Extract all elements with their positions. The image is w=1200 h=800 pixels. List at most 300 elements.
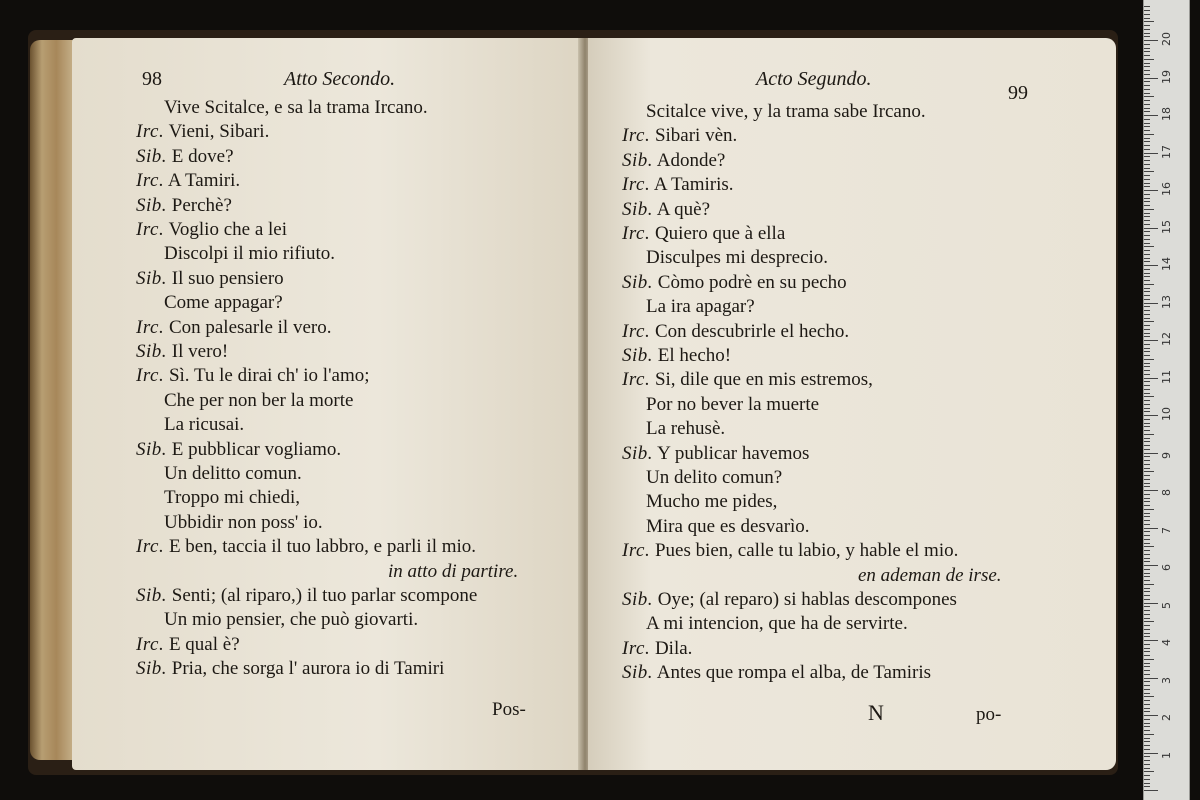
verse-text: La ricusai. bbox=[164, 414, 245, 436]
verse-text: Troppo mi chiedi, bbox=[164, 487, 300, 509]
ruler-tick bbox=[1144, 569, 1150, 570]
ruler-tick bbox=[1144, 254, 1150, 255]
ruler-number: 3 bbox=[1160, 676, 1173, 684]
ruler-tick bbox=[1144, 213, 1150, 214]
ruler-tick bbox=[1144, 490, 1158, 491]
verse-text: Antes que rompa el alba, de Tamiris bbox=[656, 662, 932, 684]
ruler-tick bbox=[1144, 756, 1150, 757]
ruler-tick bbox=[1144, 723, 1150, 724]
speaker-label: Sib. bbox=[136, 658, 168, 680]
text-line bbox=[646, 515, 810, 539]
ruler-tick bbox=[1144, 644, 1150, 645]
text-line bbox=[646, 490, 777, 514]
ruler-tick bbox=[1144, 273, 1150, 274]
text-line bbox=[136, 364, 370, 388]
ruler-tick bbox=[1144, 363, 1150, 364]
ruler-tick bbox=[1144, 374, 1150, 375]
verse-text: Si, dile que en mis estremos, bbox=[654, 369, 873, 391]
ruler-tick bbox=[1144, 25, 1150, 26]
ruler-tick bbox=[1144, 288, 1150, 289]
ruler-tick bbox=[1144, 378, 1158, 379]
ruler-tick bbox=[1144, 445, 1150, 446]
ruler-tick bbox=[1144, 648, 1150, 649]
ruler-tick bbox=[1144, 400, 1150, 401]
text-line bbox=[164, 389, 353, 413]
ruler-tick bbox=[1144, 486, 1150, 487]
ruler-tick bbox=[1144, 51, 1150, 52]
ruler-tick bbox=[1144, 269, 1150, 270]
left-page-number: 98 bbox=[142, 68, 162, 90]
ruler-tick bbox=[1144, 190, 1158, 191]
verse-text: Còmo podrè en su pecho bbox=[657, 271, 847, 293]
verse-text: Y publicar havemos bbox=[657, 442, 810, 464]
text-line bbox=[622, 271, 847, 295]
ruler-tick bbox=[1144, 528, 1158, 529]
ruler-number: 12 bbox=[1160, 332, 1173, 346]
text-line bbox=[136, 340, 228, 364]
speaker-label: Sib. bbox=[136, 267, 168, 289]
speaker-label: Irc. bbox=[622, 223, 651, 244]
ruler-tick bbox=[1144, 160, 1150, 161]
ruler-tick bbox=[1144, 771, 1154, 772]
verse-text: Un delito comun? bbox=[646, 467, 783, 488]
text-line bbox=[622, 588, 957, 612]
verse-text: Con palesarle il vero. bbox=[168, 316, 332, 338]
ruler-tick bbox=[1144, 89, 1150, 90]
verse-text: E ben, taccia il tuo labbro, e parli il mio. bbox=[168, 536, 477, 558]
ruler-tick bbox=[1144, 456, 1150, 457]
ruler-tick bbox=[1144, 280, 1150, 281]
verse-text: Un mio pensier, che può giovarti. bbox=[164, 609, 419, 631]
ruler-tick bbox=[1144, 558, 1150, 559]
text-line bbox=[622, 368, 873, 392]
ruler-tick bbox=[1144, 186, 1150, 187]
ruler-tick bbox=[1144, 606, 1150, 607]
page-edges bbox=[30, 40, 78, 760]
ruler-tick bbox=[1144, 393, 1150, 394]
ruler-number: 5 bbox=[1160, 601, 1173, 609]
ruler-tick bbox=[1144, 625, 1150, 626]
speaker-label: Sib. bbox=[136, 438, 168, 460]
ruler-tick bbox=[1144, 764, 1150, 765]
ruler-tick bbox=[1144, 655, 1150, 656]
ruler-tick bbox=[1144, 685, 1150, 686]
ruler-tick bbox=[1144, 164, 1150, 165]
ruler-tick bbox=[1144, 539, 1150, 540]
text-line bbox=[646, 417, 725, 441]
ruler-tick bbox=[1144, 85, 1150, 86]
ruler-tick bbox=[1144, 171, 1154, 172]
ruler-tick bbox=[1144, 666, 1150, 667]
ruler-tick bbox=[1144, 100, 1150, 101]
text-line bbox=[136, 657, 444, 681]
ruler-tick bbox=[1144, 179, 1150, 180]
ruler-tick bbox=[1144, 318, 1150, 319]
verse-text: La ira apagar? bbox=[646, 296, 755, 318]
ruler-tick bbox=[1144, 138, 1150, 139]
ruler-tick bbox=[1144, 351, 1150, 352]
ruler-tick bbox=[1144, 423, 1150, 424]
ruler-tick bbox=[1144, 535, 1150, 536]
ruler-tick bbox=[1144, 408, 1150, 409]
ruler-tick bbox=[1144, 708, 1150, 709]
ruler-number: 4 bbox=[1160, 639, 1173, 646]
ruler-tick bbox=[1144, 175, 1150, 176]
verse-text: Come appagar? bbox=[164, 292, 283, 314]
right-page bbox=[588, 38, 1116, 770]
ruler-tick bbox=[1144, 449, 1150, 450]
ruler-tick bbox=[1144, 479, 1150, 480]
ruler-tick bbox=[1144, 74, 1150, 75]
ruler-tick bbox=[1144, 584, 1154, 585]
ruler-tick bbox=[1144, 674, 1150, 675]
ruler-tick bbox=[1144, 205, 1150, 206]
ruler-tick bbox=[1144, 561, 1150, 562]
text-line bbox=[136, 145, 234, 169]
ruler-tick bbox=[1144, 216, 1150, 217]
speaker-label: Sib. bbox=[136, 341, 168, 362]
text-line bbox=[622, 198, 710, 222]
ruler-tick bbox=[1144, 618, 1150, 619]
verse-text: Ubbidir non poss' io. bbox=[164, 511, 323, 533]
left-page bbox=[72, 38, 582, 770]
verse-text: Vieni, Sibari. bbox=[168, 121, 270, 143]
ruler-tick bbox=[1144, 775, 1150, 776]
text-line bbox=[622, 442, 809, 466]
verse-text: A Tamiri. bbox=[167, 170, 241, 192]
verse-text: A Tamiris. bbox=[653, 174, 734, 196]
verse-text: Dila. bbox=[654, 637, 693, 659]
ruler-tick bbox=[1144, 719, 1150, 720]
verse-text: Discolpi il mio rifiuto. bbox=[164, 243, 335, 265]
ruler-tick bbox=[1144, 93, 1150, 94]
verse-text: Vive Scitalce, e sa la trama Ircano. bbox=[164, 97, 428, 118]
ruler-tick bbox=[1144, 6, 1150, 7]
ruler-tick bbox=[1144, 70, 1150, 71]
ruler-tick bbox=[1144, 543, 1150, 544]
text-line bbox=[164, 291, 283, 315]
ruler-tick bbox=[1144, 10, 1150, 11]
ruler-tick bbox=[1144, 310, 1150, 311]
ruler-tick bbox=[1144, 261, 1150, 262]
ruler-tick bbox=[1144, 336, 1150, 337]
ruler-tick bbox=[1144, 359, 1154, 360]
ruler-tick bbox=[1144, 246, 1154, 247]
ruler-tick bbox=[1144, 78, 1158, 79]
ruler-number: 7 bbox=[1160, 526, 1173, 534]
speaker-label: Irc. bbox=[622, 174, 651, 196]
measuring-ruler bbox=[1143, 0, 1190, 800]
ruler-tick bbox=[1144, 21, 1154, 22]
stage-direction: en ademan de irse. bbox=[858, 564, 1002, 586]
ruler-tick bbox=[1144, 681, 1150, 682]
ruler-tick bbox=[1144, 258, 1150, 259]
ruler-tick bbox=[1144, 33, 1150, 34]
verse-text: E qual è? bbox=[168, 633, 240, 655]
ruler-tick bbox=[1144, 786, 1150, 787]
ruler-tick bbox=[1144, 355, 1150, 356]
ruler-tick bbox=[1144, 126, 1150, 127]
speaker-label: Irc. bbox=[136, 365, 165, 387]
ruler-tick bbox=[1144, 621, 1154, 622]
ruler-tick bbox=[1144, 516, 1150, 517]
stage-direction: in atto di partire. bbox=[388, 560, 519, 582]
ruler-tick bbox=[1144, 250, 1150, 251]
ruler-tick bbox=[1144, 366, 1150, 367]
right-running-head: Acto Segundo. bbox=[756, 68, 872, 90]
ruler-tick bbox=[1144, 734, 1154, 735]
ruler-tick bbox=[1144, 576, 1150, 577]
text-line bbox=[622, 539, 958, 563]
ruler-tick bbox=[1144, 55, 1150, 56]
ruler-tick bbox=[1144, 220, 1150, 221]
speaker-label: Sib. bbox=[136, 145, 168, 167]
verse-text: Il suo pensiero bbox=[171, 267, 284, 289]
text-line bbox=[622, 173, 734, 197]
ruler-tick bbox=[1144, 314, 1150, 315]
speaker-label: Sib. bbox=[136, 585, 168, 606]
ruler-tick bbox=[1144, 696, 1154, 697]
left-catchword: Pos- bbox=[492, 699, 526, 720]
speaker-label: Irc. bbox=[136, 633, 165, 655]
ruler-tick bbox=[1144, 524, 1150, 525]
speaker-label: Sib. bbox=[622, 149, 654, 171]
ruler-tick bbox=[1144, 145, 1150, 146]
ruler-tick bbox=[1144, 546, 1154, 547]
ruler-tick bbox=[1144, 471, 1154, 472]
ruler-tick bbox=[1144, 119, 1150, 120]
text-line bbox=[622, 320, 849, 344]
text-line bbox=[136, 316, 331, 340]
ruler-tick bbox=[1144, 235, 1150, 236]
ruler-tick bbox=[1144, 633, 1150, 634]
text-line bbox=[136, 218, 287, 242]
verse-text: Sibari vèn. bbox=[654, 125, 738, 147]
text-line bbox=[136, 194, 232, 218]
ruler-tick bbox=[1144, 509, 1154, 510]
ruler-tick bbox=[1144, 108, 1150, 109]
text-line bbox=[136, 438, 341, 462]
ruler-tick bbox=[1144, 663, 1150, 664]
speaker-label: Irc. bbox=[136, 170, 165, 192]
text-line bbox=[622, 344, 731, 368]
ruler-tick bbox=[1144, 194, 1150, 195]
ruler-tick bbox=[1144, 18, 1150, 19]
ruler-tick bbox=[1144, 59, 1154, 60]
right-catchword: po- bbox=[976, 704, 1002, 725]
speaker-label: Irc. bbox=[622, 320, 651, 342]
ruler-number: 16 bbox=[1160, 182, 1173, 196]
ruler-tick bbox=[1144, 295, 1150, 296]
ruler-tick bbox=[1144, 768, 1150, 769]
ruler-number: 6 bbox=[1160, 564, 1173, 571]
ruler-tick bbox=[1144, 779, 1150, 780]
verse-text: Quiero que à ella bbox=[654, 223, 786, 244]
ruler-number: 14 bbox=[1160, 257, 1173, 271]
ruler-tick bbox=[1144, 464, 1150, 465]
speaker-label: Sib. bbox=[622, 271, 654, 293]
ruler-tick bbox=[1144, 426, 1150, 427]
ruler-tick bbox=[1144, 183, 1150, 184]
ruler-tick bbox=[1144, 239, 1150, 240]
text-line bbox=[164, 242, 335, 266]
ruler-tick bbox=[1144, 501, 1150, 502]
ruler-tick bbox=[1144, 340, 1158, 341]
verse-text: Voglio che a lei bbox=[168, 219, 287, 240]
text-line bbox=[136, 267, 284, 291]
ruler-tick bbox=[1144, 104, 1150, 105]
ruler-tick bbox=[1144, 14, 1150, 15]
ruler-tick bbox=[1144, 591, 1150, 592]
ruler-tick bbox=[1144, 498, 1150, 499]
verse-text: Senti; (al riparo,) il tuo parlar scompone bbox=[171, 585, 478, 606]
ruler-tick bbox=[1144, 419, 1150, 420]
speaker-label: Sib. bbox=[622, 442, 654, 464]
ruler-tick bbox=[1144, 670, 1150, 671]
ruler-tick bbox=[1144, 689, 1150, 690]
ruler-tick bbox=[1144, 231, 1150, 232]
text-line bbox=[646, 393, 819, 417]
ruler-tick bbox=[1144, 659, 1154, 660]
ruler-tick bbox=[1144, 580, 1150, 581]
ruler-tick bbox=[1144, 329, 1150, 330]
verse-text: Mucho me pides, bbox=[646, 491, 778, 513]
speaker-label: Irc. bbox=[622, 125, 651, 147]
ruler-tick bbox=[1144, 168, 1150, 169]
verse-text: Un delitto comun. bbox=[164, 463, 302, 484]
verse-text: Pria, che sorga l' aurora io di Tamiri bbox=[171, 658, 445, 680]
ruler-tick bbox=[1144, 134, 1154, 135]
ruler-tick bbox=[1144, 370, 1150, 371]
text-line bbox=[164, 462, 302, 486]
ruler-tick bbox=[1144, 483, 1150, 484]
text-line bbox=[388, 560, 518, 584]
ruler-tick bbox=[1144, 115, 1158, 116]
ruler-tick bbox=[1144, 554, 1150, 555]
ruler-number: 13 bbox=[1160, 294, 1173, 309]
ruler-tick bbox=[1144, 141, 1150, 142]
text-line bbox=[164, 511, 323, 535]
text-line bbox=[164, 486, 300, 510]
ruler-tick bbox=[1144, 385, 1150, 386]
ruler-tick bbox=[1144, 730, 1150, 731]
ruler-tick bbox=[1144, 460, 1150, 461]
signature-mark: N bbox=[868, 700, 884, 725]
text-line bbox=[136, 584, 477, 608]
ruler-number: 17 bbox=[1160, 144, 1173, 159]
speaker-label: Irc. bbox=[136, 121, 165, 143]
verse-text: E pubblicar vogliamo. bbox=[171, 438, 342, 460]
ruler-tick bbox=[1144, 700, 1150, 701]
ruler-tick bbox=[1144, 348, 1150, 349]
ruler-tick bbox=[1144, 404, 1150, 405]
ruler-tick bbox=[1144, 303, 1158, 304]
ruler-tick bbox=[1144, 790, 1158, 791]
ruler-tick bbox=[1144, 333, 1150, 334]
ruler-tick bbox=[1144, 430, 1150, 431]
ruler-tick bbox=[1144, 513, 1150, 514]
text-line bbox=[136, 120, 269, 144]
text-line bbox=[646, 295, 755, 319]
ruler-tick bbox=[1144, 434, 1154, 435]
ruler-tick bbox=[1144, 265, 1158, 266]
ruler-number: 15 bbox=[1160, 219, 1173, 234]
text-line bbox=[646, 246, 828, 270]
verse-text: El hecho! bbox=[657, 345, 732, 366]
ruler-tick bbox=[1144, 738, 1150, 739]
ruler-tick bbox=[1144, 599, 1150, 600]
ruler-tick bbox=[1144, 40, 1158, 41]
ruler-tick bbox=[1144, 711, 1150, 712]
ruler-tick bbox=[1144, 475, 1150, 476]
text-line bbox=[646, 466, 782, 490]
speaker-label: Sib. bbox=[136, 194, 168, 216]
ruler-tick bbox=[1144, 651, 1150, 652]
ruler-tick bbox=[1144, 243, 1150, 244]
ruler-tick bbox=[1144, 344, 1150, 345]
ruler-tick bbox=[1144, 381, 1150, 382]
ruler-tick bbox=[1144, 760, 1150, 761]
ruler-tick bbox=[1144, 468, 1150, 469]
text-line bbox=[858, 564, 1002, 588]
speaker-label: Sib. bbox=[622, 198, 654, 220]
text-line bbox=[136, 633, 240, 657]
ruler-tick bbox=[1144, 36, 1150, 37]
ruler-tick bbox=[1144, 96, 1154, 97]
verse-text: Sì. Tu le dirai ch' io l'amo; bbox=[168, 365, 370, 387]
text-line bbox=[622, 222, 785, 246]
verse-text: A mi intencion, que ha de servirte. bbox=[646, 613, 908, 635]
text-line bbox=[622, 149, 725, 173]
text-line bbox=[622, 661, 931, 685]
ruler-tick bbox=[1144, 505, 1150, 506]
ruler-tick bbox=[1144, 29, 1150, 30]
ruler-tick bbox=[1144, 453, 1158, 454]
verse-text: Oye; (al reparo) si hablas descompones bbox=[657, 589, 957, 610]
ruler-tick bbox=[1144, 156, 1150, 157]
speaker-label: Sib. bbox=[622, 345, 654, 366]
ruler-tick bbox=[1144, 276, 1150, 277]
ruler-tick bbox=[1144, 44, 1150, 45]
ruler-tick bbox=[1144, 149, 1150, 150]
verse-text: Il vero! bbox=[171, 341, 229, 362]
speaker-label: Irc. bbox=[136, 536, 165, 558]
text-line bbox=[164, 413, 244, 437]
ruler-number: 11 bbox=[1160, 369, 1173, 384]
ruler-tick bbox=[1144, 130, 1150, 131]
ruler-tick bbox=[1144, 704, 1150, 705]
ruler-tick bbox=[1144, 749, 1150, 750]
ruler-tick bbox=[1144, 66, 1150, 67]
ruler-number: 8 bbox=[1160, 489, 1173, 496]
ruler-tick bbox=[1144, 520, 1150, 521]
ruler-number: 2 bbox=[1160, 714, 1173, 721]
ruler-tick bbox=[1144, 741, 1150, 742]
ruler-tick bbox=[1144, 153, 1158, 154]
ruler-tick bbox=[1144, 783, 1150, 784]
ruler-tick bbox=[1144, 325, 1150, 326]
ruler-number: 1 bbox=[1160, 751, 1173, 759]
speaker-label: Sib. bbox=[622, 662, 654, 684]
ruler-tick bbox=[1144, 603, 1158, 604]
ruler-tick bbox=[1144, 321, 1154, 322]
ruler-tick bbox=[1144, 396, 1154, 397]
verse-text: Scitalce vive, y la trama sabe Ircano. bbox=[646, 101, 926, 122]
speaker-label: Irc. bbox=[622, 637, 651, 659]
ruler-tick bbox=[1144, 228, 1158, 229]
ruler-tick bbox=[1144, 81, 1150, 82]
ruler-tick bbox=[1144, 745, 1150, 746]
